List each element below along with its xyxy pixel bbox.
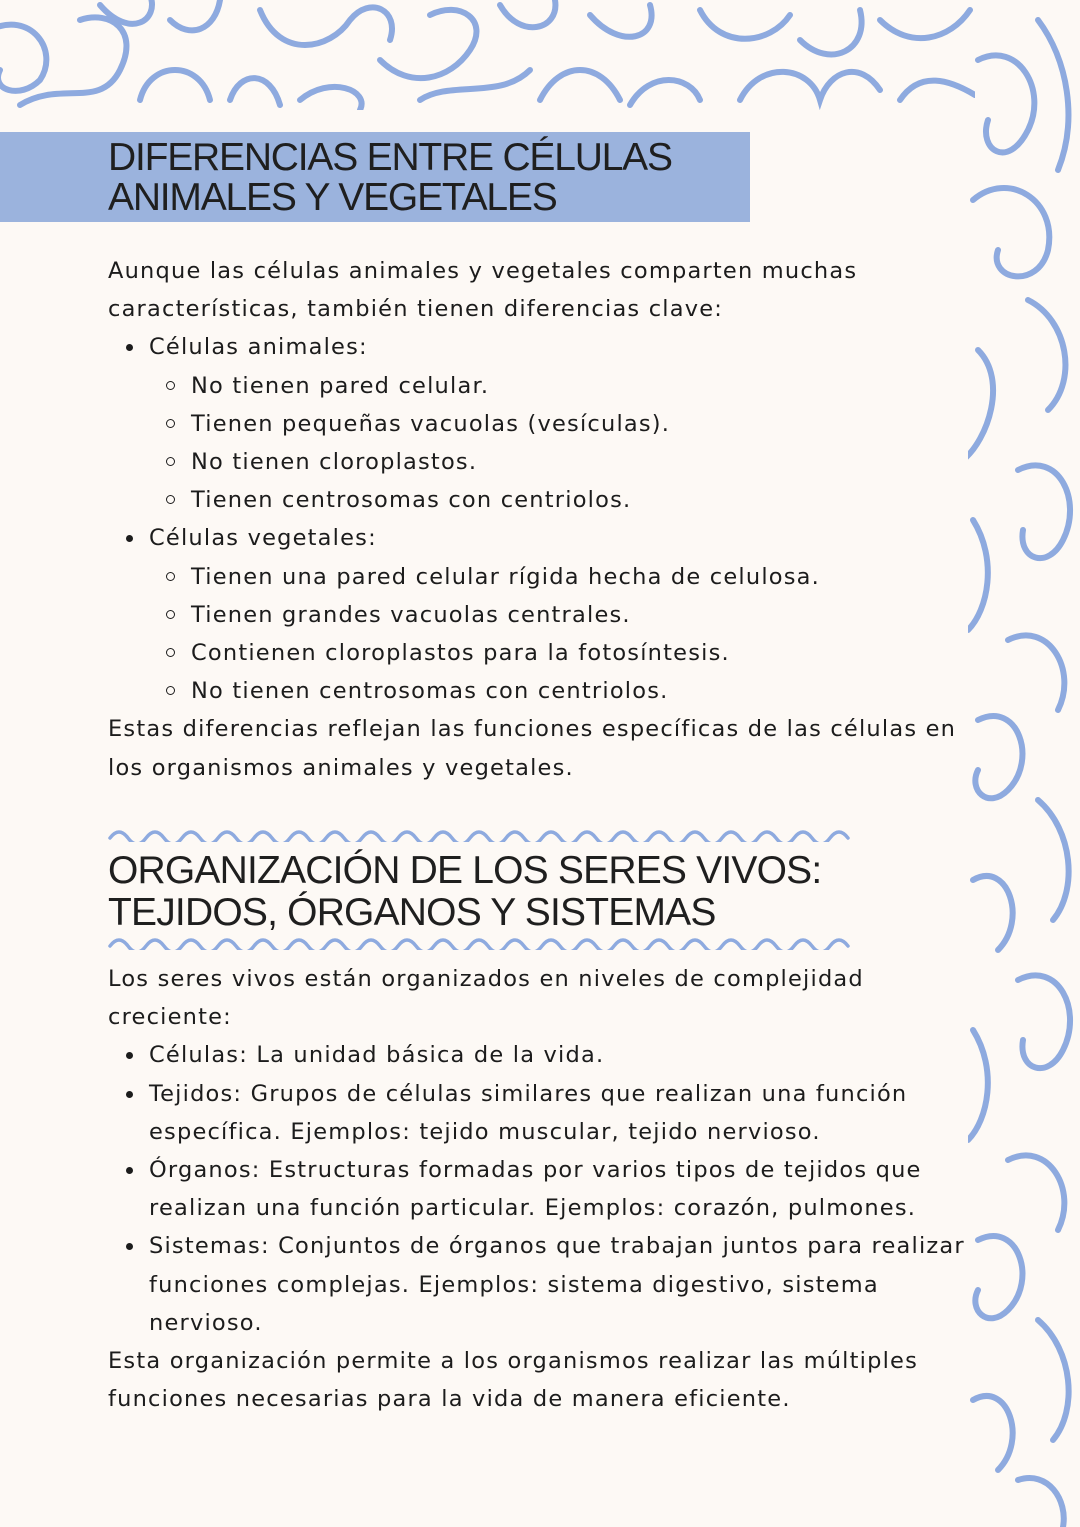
list-item: No tienen centrosomas con centriolos.	[149, 672, 978, 710]
list-item: Tejidos: Grupos de células similares que realizan una función específica. Ejemplos: tejido muscular, tejido nervioso.	[108, 1075, 978, 1151]
list-item: Tienen grandes vacuolas centrales.	[149, 596, 978, 634]
list-item: Tienen centrosomas con centriolos.	[149, 481, 978, 519]
section-1-content	[108, 252, 978, 787]
list-item: Tienen pequeñas vacuolas (vesículas).	[149, 405, 978, 443]
wave-divider-top	[108, 826, 858, 842]
section-2-title: ORGANIZACIÓN DE LOS SERES VIVOS: TEJIDOS, ÓRGANOS Y SISTEMAS	[108, 849, 822, 934]
cell-type-list	[108, 328, 978, 710]
organization-levels-list	[108, 1036, 978, 1342]
section-1-intro: Aunque las células animales y vegetales comparten muchas características, también tienen diferencias clave:	[108, 258, 858, 323]
list-item: Tienen una pared celular rígida hecha de celulosa.	[149, 558, 978, 596]
list-item: Órganos: Estructuras formadas por varios tipos de tejidos que realizan una función particular. Ejemplos: corazón, pulmones.	[108, 1151, 978, 1227]
decorative-swirl-pattern-top	[0, 0, 975, 110]
decorative-swirl-pattern-right	[968, 0, 1080, 1527]
list-item: No tienen pared celular.	[149, 367, 978, 405]
list-item: Contienen cloroplastos para la fotosíntesis.	[149, 634, 978, 672]
section-2-conclusion: Esta organización permite a los organismos realizar las múltiples funciones necesarias para la vida de manera eficiente.	[108, 1348, 918, 1413]
plant-cell-traits	[149, 558, 978, 711]
list-item	[108, 519, 978, 710]
section-1-conclusion: Estas diferencias reflejan las funciones específicas de las células en los organismos animales y vegetales.	[108, 716, 957, 781]
group-label-animal: Células animales:	[149, 334, 368, 361]
list-item: Sistemas: Conjuntos de órganos que trabajan juntos para realizar funciones complejas. Ejemplos: sistema digestivo, sistema nervioso.	[108, 1227, 978, 1342]
section-1-title: DIFERENCIAS ENTRE CÉLULAS ANIMALES Y VEGETALES	[108, 136, 672, 219]
section-2-content	[108, 960, 978, 1418]
animal-cell-traits	[149, 367, 978, 520]
group-label-plant: Células vegetales:	[149, 525, 377, 552]
list-item: No tienen cloroplastos.	[149, 443, 978, 481]
section-2-intro: Los seres vivos están organizados en niveles de complejidad creciente:	[108, 966, 864, 1031]
wave-divider-bottom	[108, 934, 858, 950]
list-item	[108, 328, 978, 519]
list-item: Células: La unidad básica de la vida.	[108, 1036, 978, 1074]
